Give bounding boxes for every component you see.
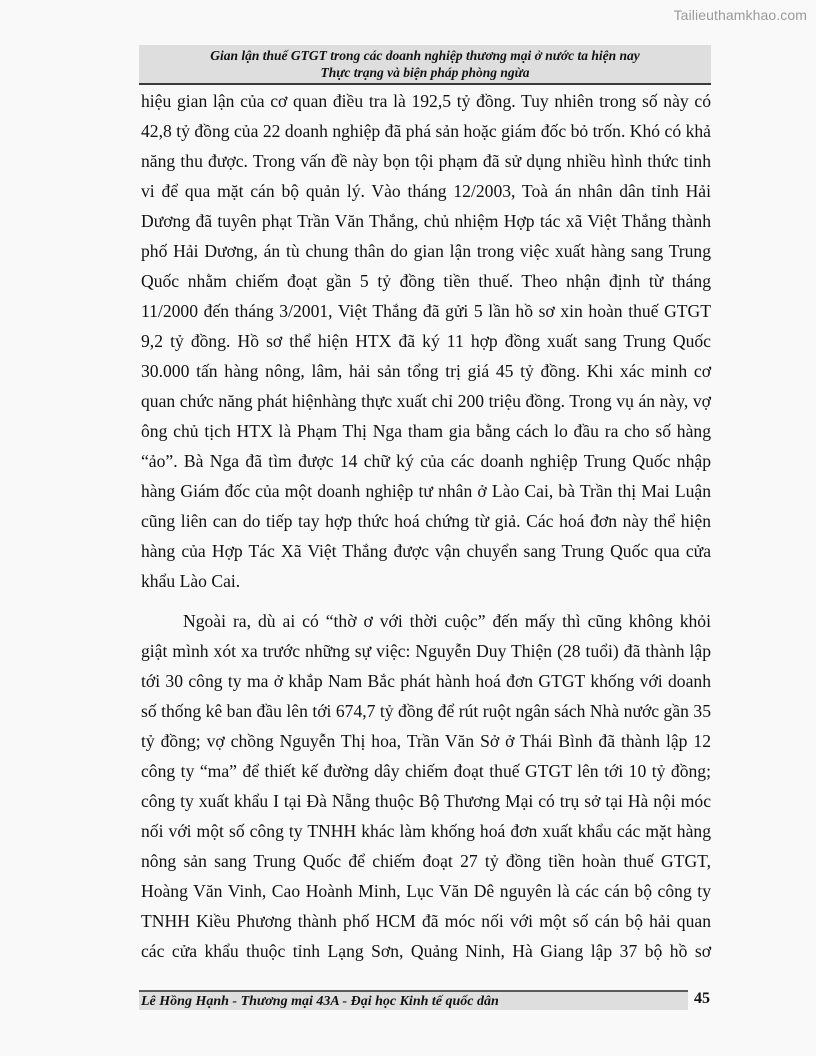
text-line: “ảo”. Bà Nga đã tìm được 14 chữ ký của các doanh nghiệp Trung Quốc nhập: [141, 451, 711, 471]
text-line: hàng Giám đốc của một doanh nghiệp tư nhân ở Lào Cai, bà Trần thị Mai Luận: [141, 481, 711, 501]
text-line: giật mình xót xa trước những sự việc: Nguyễn Duy Thiện (28 tuổi) đã thành lập: [141, 641, 711, 661]
watermark: Tailieuthamkhao.com: [673, 7, 807, 23]
text-line: ông chủ tịch HTX là Phạm Thị Nga tham gia bằng cách lo đầu ra cho số hàng: [141, 421, 711, 441]
text-line: nối với một số công ty TNHH khác làm khống hoá đơn xuất khẩu các mặt hàng: [141, 821, 711, 841]
text-line: năng thu được. Trong vấn đề này bọn tội phạm đã sử dụng nhiều hình thức tinh: [141, 151, 711, 171]
text-line: khẩu Lào Cai.: [141, 571, 241, 591]
text-line: Quốc nhằm chiếm đoạt gần 5 tỷ đồng tiền thuế. Theo nhận định từ tháng: [141, 271, 711, 291]
text-line: số thống kê ban đầu lên tới 674,7 tỷ đồng để rút ruột ngân sách Nhà nước gần 35: [141, 701, 711, 721]
paragraph-1: [141, 86, 711, 596]
text-line: các cửa khẩu thuộc tỉnh Lạng Sơn, Quảng Ninh, Hà Giang lập 37 bộ hồ sơ: [141, 941, 711, 961]
text-line: tỷ đồng; vợ chồng Nguyễn Thị hoa, Trần Văn Sở ở Thái Bình đã thành lập 12: [141, 731, 711, 751]
running-footer: Lê Hồng Hạnh - Thương mại 43A - Đại học Kinh tế quốc dân: [139, 990, 688, 1010]
text-line: hiệu gian lận của cơ quan điều tra là 192,5 tỷ đồng. Tuy nhiên trong số này có: [141, 91, 711, 111]
text-line: nông sản sang Trung Quốc để chiếm đoạt 27 tỷ đồng tiền hoàn thuế GTGT,: [141, 851, 711, 871]
header-title-line-2: Thực trạng và biện pháp phòng ngừa: [320, 65, 530, 80]
running-header: [139, 45, 711, 85]
text-line: hàng của Hợp Tác Xã Việt Thắng được vận chuyển sang Trung Quốc qua cửa: [141, 541, 711, 561]
text-line: công ty “ma” để thiết kế đường dây chiếm đoạt thuế GTGT lên tới 10 tỷ đồng;: [141, 761, 711, 781]
page-number: 45: [694, 990, 710, 1007]
text-line: cũng liên can do tiếp tay hợp thức hoá chứng từ giả. Các hoá đơn này thể hiện: [141, 511, 711, 531]
text-line: phố Hải Dương, án tù chung thân do gian lận trong việc xuất hàng sang Trung: [141, 241, 711, 261]
body-text: [141, 86, 711, 966]
text-line: tới 30 công ty ma ở khắp Nam Bắc phát hành hoá đơn GTGT khống với doanh: [141, 671, 711, 691]
text-line: Hoàng Văn Vinh, Cao Hoành Minh, Lục Văn Dê nguyên là các cán bộ công ty: [141, 881, 711, 901]
text-line: 9,2 tỷ đồng. Hồ sơ thể hiện HTX đã ký 11 hợp đồng xuất sang Trung Quốc: [141, 331, 711, 351]
text-line: 30.000 tấn hàng nông, lâm, hải sản tổng trị giá 45 tỷ đồng. Khi xác minh cơ: [141, 361, 711, 381]
text-line: 42,8 tỷ đồng của 22 doanh nghiệp đã phá sản hoặc giám đốc bỏ trốn. Khó có khả: [141, 121, 711, 141]
text-line: quan chức năng phát hiệnhàng thực xuất chỉ 200 triệu đồng. Trong vụ án này, vợ: [141, 391, 711, 411]
text-line: vi để qua mặt cán bộ quản lý. Vào tháng 12/2003, Toà án nhân dân tỉnh Hải: [141, 181, 711, 201]
text-line: 11/2000 đến tháng 3/2001, Việt Thắng đã gửi 5 lần hồ sơ xin hoàn thuế GTGT: [141, 301, 711, 321]
header-title-line-1: Gian lận thuế GTGT trong các doanh nghiệp thương mại ở nước ta hiện nay: [210, 48, 640, 63]
text-line: TNHH Kiều Phương thành phố HCM đã móc nối với một số cán bộ hải quan: [141, 911, 711, 931]
paragraph-2: [141, 606, 711, 966]
text-line: Ngoài ra, dù ai có “thờ ơ với thời cuộc” đến mấy thì cũng không khỏi: [183, 611, 711, 631]
text-line: Dương đã tuyên phạt Trần Văn Thắng, chủ nhiệm Hợp tác xã Việt Thắng thành: [141, 211, 711, 231]
text-line: công ty xuất khẩu I tại Đà Nẵng thuộc Bộ Thương Mại có trụ sở tại Hà nội móc: [141, 791, 711, 811]
